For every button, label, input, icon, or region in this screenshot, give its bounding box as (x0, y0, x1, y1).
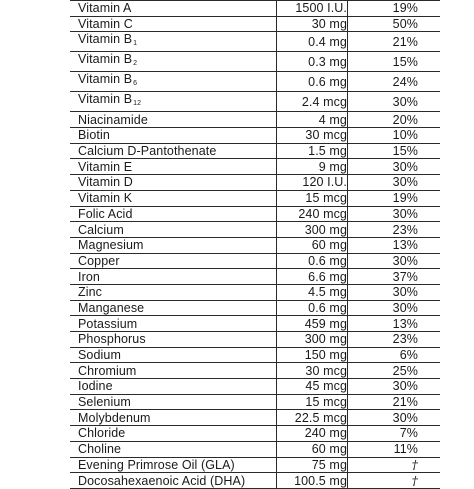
nutrient-name (70, 269, 277, 285)
nutrient-daily-value: 11% (348, 441, 441, 457)
nutrient-row (70, 206, 440, 222)
nutrient-amount: 15 mcg (277, 190, 348, 206)
nutrient-amount: 240 mcg (277, 206, 348, 222)
nutrient-name-text: Selenium (78, 395, 131, 410)
nutrient-name (70, 426, 277, 442)
nutrient-row (70, 269, 440, 285)
nutrient-name-text: Zinc (78, 285, 103, 300)
nutrient-name-text: Vitamin B (78, 92, 133, 107)
nutrient-daily-value: 15% (348, 52, 441, 72)
nutrient-name-text: Vitamin B (78, 72, 133, 87)
nutrient-daily-value: 30% (348, 284, 441, 300)
nutrient-amount: 4 mg (277, 112, 348, 128)
nutrient-table (70, 0, 440, 489)
nutrient-row (70, 300, 440, 316)
nutrient-row (70, 316, 440, 332)
nutrient-amount: 30 mcg (277, 128, 348, 144)
nutrient-name-text: Sodium (78, 348, 121, 363)
nutrient-daily-value: 30% (348, 175, 441, 191)
nutrient-name (70, 284, 277, 300)
nutrient-row (70, 128, 440, 144)
nutrient-row (70, 112, 440, 128)
nutrient-name (70, 473, 277, 489)
nutrient-daily-value: 21% (348, 32, 441, 52)
nutrient-daily-value: 30% (348, 410, 441, 426)
nutrient-name (70, 32, 277, 52)
nutrient-name-text: Copper (78, 253, 120, 268)
nutrient-daily-value: 37% (348, 269, 441, 285)
nutrient-row (70, 410, 440, 426)
nutrient-amount: 150 mg (277, 347, 348, 363)
nutrient-name-text: Iodine (78, 379, 113, 394)
nutrient-row (70, 253, 440, 269)
nutrient-daily-value: 50% (348, 16, 441, 32)
nutrient-name (70, 332, 277, 348)
nutrient-amount: 300 mg (277, 222, 348, 238)
nutrient-name-text: Choline (78, 442, 122, 457)
nutrient-name-text: Evening Primrose Oil (GLA) (78, 457, 235, 472)
nutrient-row (70, 32, 440, 52)
nutrient-name (70, 72, 277, 92)
nutrient-name-text: Vitamin B (78, 32, 133, 47)
nutrient-amount: 0.6 mg (277, 253, 348, 269)
nutrient-name-text: Vitamin C (78, 17, 133, 32)
nutrient-row (70, 16, 440, 32)
nutrient-name-text: Chromium (78, 363, 137, 378)
nutrient-name-text: Iron (78, 269, 100, 284)
nutrient-amount: 0.6 mg (277, 72, 348, 92)
nutrient-name (70, 1, 277, 17)
nutrient-row (70, 363, 440, 379)
nutrient-amount: 15 mcg (277, 394, 348, 410)
nutrient-name (70, 128, 277, 144)
nutrient-name-text: Magnesium (78, 238, 144, 253)
nutrient-name-text: Folic Acid (78, 206, 133, 221)
nutrient-row (70, 175, 440, 191)
nutrient-daily-value: † (348, 457, 441, 473)
nutrient-name (70, 175, 277, 191)
nutrient-amount: 100.5 mg (277, 473, 348, 489)
nutrient-name (70, 92, 277, 112)
nutrient-amount: 459 mg (277, 316, 348, 332)
nutrient-row (70, 72, 440, 92)
nutrient-name-text: Biotin (78, 128, 110, 143)
nutrient-name (70, 394, 277, 410)
nutrient-name (70, 52, 277, 72)
nutrient-daily-value: 20% (348, 112, 441, 128)
nutrient-name-text: Potassium (78, 316, 138, 331)
nutrient-row (70, 52, 440, 72)
nutrient-amount: 45 mcg (277, 379, 348, 395)
nutrient-name-text: Vitamin A (78, 1, 132, 16)
nutrient-name (70, 410, 277, 426)
nutrient-table-body (70, 1, 440, 489)
nutrient-daily-value: 13% (348, 237, 441, 253)
nutrient-name-text: Phosphorus (78, 332, 146, 347)
nutrient-daily-value: 30% (348, 206, 441, 222)
nutrient-row (70, 159, 440, 175)
nutrient-amount: 30 mg (277, 16, 348, 32)
nutrient-name (70, 143, 277, 159)
nutrient-daily-value: 23% (348, 222, 441, 238)
nutrient-row (70, 143, 440, 159)
nutrient-amount: 30 mcg (277, 363, 348, 379)
nutrient-amount: 75 mg (277, 457, 348, 473)
nutrient-row (70, 222, 440, 238)
nutrient-daily-value: 24% (348, 72, 441, 92)
nutrient-name-text: Calcium D-Pantothenate (78, 144, 217, 159)
nutrient-name-subscript: 12 (133, 100, 142, 108)
nutrient-name (70, 316, 277, 332)
nutrient-amount: 120 I.U. (277, 175, 348, 191)
nutrient-row (70, 441, 440, 457)
nutrient-name (70, 300, 277, 316)
nutrient-name (70, 190, 277, 206)
nutrient-name-subscript: 6 (133, 80, 138, 88)
nutrient-daily-value: 10% (348, 128, 441, 144)
nutrient-row (70, 473, 440, 489)
nutrient-amount: 0.6 mg (277, 300, 348, 316)
nutrient-daily-value: 25% (348, 363, 441, 379)
nutrient-name (70, 441, 277, 457)
nutrient-row (70, 92, 440, 112)
nutrient-amount: 300 mg (277, 332, 348, 348)
nutrient-name-text: Vitamin K (78, 191, 133, 206)
nutrient-daily-value: 30% (348, 300, 441, 316)
nutrient-name (70, 379, 277, 395)
nutrient-row (70, 379, 440, 395)
nutrient-daily-value: 19% (348, 190, 441, 206)
nutrient-amount: 1.5 mg (277, 143, 348, 159)
nutrient-amount: 60 mg (277, 237, 348, 253)
nutrient-daily-value: 7% (348, 426, 441, 442)
nutrient-name-subscript: 1 (133, 40, 138, 48)
nutrient-name (70, 112, 277, 128)
nutrient-name (70, 222, 277, 238)
nutrient-row (70, 394, 440, 410)
nutrient-amount: 60 mg (277, 441, 348, 457)
nutrient-daily-value: 6% (348, 347, 441, 363)
nutrient-row (70, 190, 440, 206)
nutrient-name (70, 16, 277, 32)
nutrient-name-text: Vitamin E (78, 159, 133, 174)
nutrient-daily-value: 23% (348, 332, 441, 348)
nutrient-name (70, 363, 277, 379)
nutrient-name-text: Vitamin B (78, 52, 133, 67)
nutrition-facts-panel (70, 0, 418, 488)
nutrient-name-text: Chloride (78, 426, 126, 441)
nutrient-daily-value: 15% (348, 143, 441, 159)
nutrient-name-text: Molybdenum (78, 410, 151, 425)
nutrient-name-text: Niacinamide (78, 112, 148, 127)
nutrient-name (70, 457, 277, 473)
nutrient-daily-value: 30% (348, 253, 441, 269)
nutrient-row (70, 332, 440, 348)
nutrient-daily-value: 13% (348, 316, 441, 332)
nutrient-daily-value: 19% (348, 1, 441, 17)
nutrient-amount: 6.6 mg (277, 269, 348, 285)
nutrient-daily-value: 21% (348, 394, 441, 410)
nutrient-amount: 240 mg (277, 426, 348, 442)
nutrient-name (70, 159, 277, 175)
nutrient-amount: 0.3 mg (277, 52, 348, 72)
nutrient-amount: 4.5 mg (277, 284, 348, 300)
nutrient-amount: 9 mg (277, 159, 348, 175)
nutrient-row (70, 237, 440, 253)
nutrient-row (70, 1, 440, 17)
nutrient-row (70, 347, 440, 363)
nutrient-daily-value: 30% (348, 92, 441, 112)
nutrient-amount: 0.4 mg (277, 32, 348, 52)
nutrient-amount: 1500 I.U. (277, 1, 348, 17)
nutrient-daily-value: † (348, 473, 441, 489)
nutrient-name (70, 253, 277, 269)
nutrient-daily-value: 30% (348, 379, 441, 395)
nutrient-name-text: Calcium (78, 222, 124, 237)
nutrient-row (70, 426, 440, 442)
nutrient-name (70, 347, 277, 363)
nutrient-name-subscript: 2 (133, 60, 138, 68)
nutrient-name (70, 206, 277, 222)
nutrient-name-text: Vitamin D (78, 175, 133, 190)
nutrient-name-text: Manganese (78, 300, 145, 315)
nutrient-daily-value: 30% (348, 159, 441, 175)
nutrient-row (70, 457, 440, 473)
nutrient-name (70, 237, 277, 253)
nutrient-row (70, 284, 440, 300)
nutrient-name-text: Docosahexaenoic Acid (DHA) (78, 473, 246, 488)
nutrient-amount: 2.4 mcg (277, 92, 348, 112)
nutrient-amount: 22.5 mcg (277, 410, 348, 426)
